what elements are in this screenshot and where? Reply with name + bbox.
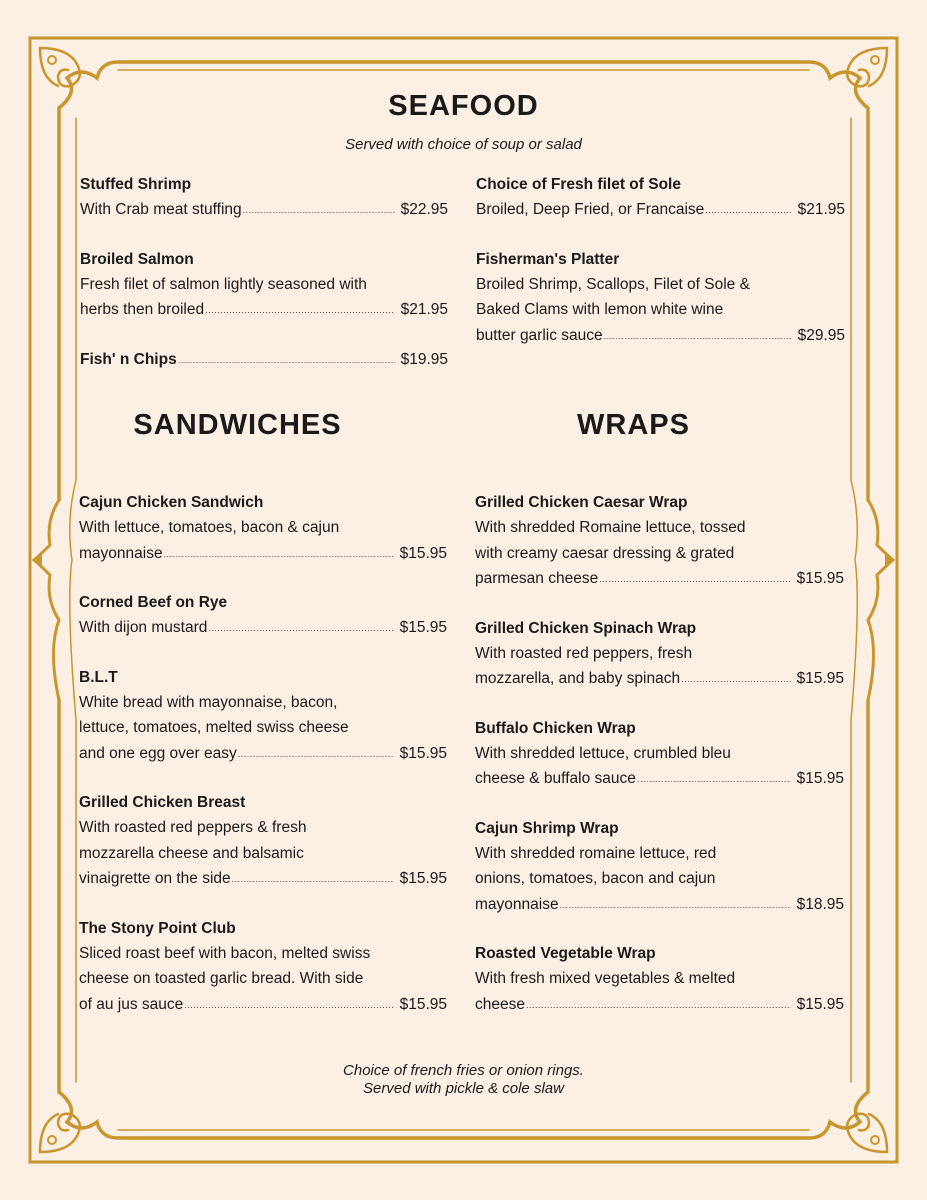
item-name: Fish' n Chips: [80, 350, 177, 368]
dot-leader: [238, 742, 394, 768]
item-price: $22.95: [400, 201, 448, 218]
item-description: vinaigrette on the side: [79, 870, 231, 887]
item-price: $15.95: [796, 670, 844, 687]
item-name: Stuffed Shrimp: [80, 176, 192, 193]
sandwich-item: [79, 916, 447, 1020]
wrap-item: [475, 716, 844, 794]
item-price-line: [476, 323, 845, 351]
item-name: B.L.T: [79, 668, 118, 686]
item-description: With shredded lettuce, crumbled bleu: [475, 744, 731, 762]
item-price-line: [80, 297, 448, 325]
item-description: Broiled, Deep Fried, or Francaise: [476, 201, 705, 218]
item-description: With Crab meat stuffing: [80, 201, 242, 218]
sandwich-item: [79, 790, 447, 894]
item-price-line: [79, 992, 447, 1020]
item-description: Broiled Shrimp, Scallops, Filet of Sole &: [476, 275, 750, 293]
item-price: $15.95: [796, 570, 844, 587]
footer-note: [0, 1062, 927, 1098]
dot-leader: [604, 324, 792, 350]
dot-leader: [560, 893, 791, 919]
item-name: Grilled Chicken Spinach Wrap: [475, 619, 697, 637]
seafood-subtitle: Served with choice of soup or salad: [345, 136, 582, 153]
item-description: cheese on toasted garlic bread. With side: [79, 970, 364, 987]
item-description: With shredded Romaine lettuce, tossed: [475, 519, 746, 536]
dot-leader: [184, 993, 393, 1019]
item-name: Roasted Vegetable Wrap: [475, 945, 656, 962]
item-description: onions, tomatoes, bacon and cajun: [475, 870, 716, 887]
item-description: mayonnaise: [79, 544, 163, 562]
dot-leader: [526, 993, 791, 1019]
seafood-item: [476, 247, 845, 351]
dot-leader: [232, 867, 394, 893]
item-price: $15.95: [796, 995, 844, 1013]
dot-leader: [243, 198, 395, 224]
item-price: $19.95: [400, 350, 448, 368]
item-description: lettuce, tomatoes, melted swiss cheese: [79, 719, 349, 736]
seafood-right-column: [476, 172, 845, 372]
item-name: The Stony Point Club: [79, 919, 236, 937]
wrap-item: [475, 490, 844, 594]
item-description: Fresh filet of salmon lightly seasoned with: [80, 275, 367, 293]
item-price-line: [79, 741, 447, 769]
sandwich-item: [79, 490, 447, 568]
item-price-line: [476, 197, 845, 225]
item-description: With fresh mixed vegetables & melted: [475, 970, 736, 987]
seafood-item: [80, 172, 448, 225]
item-description: mozzarella cheese and balsamic: [79, 844, 304, 862]
footer-line-1: Choice of french fries or onion rings.: [343, 1062, 584, 1079]
item-name: Buffalo Chicken Wrap: [475, 719, 636, 737]
dot-leader: [599, 567, 790, 593]
item-description: of au jus sauce: [79, 995, 184, 1013]
item-name: Cajun Shrimp Wrap: [475, 819, 619, 837]
item-price-line: [475, 766, 844, 794]
seafood-item: [476, 172, 845, 225]
item-description: parmesan cheese: [475, 570, 599, 587]
item-price-line: [475, 566, 844, 594]
item-price: $15.95: [399, 744, 447, 762]
item-price-line: [475, 892, 844, 920]
item-price: $21.95: [797, 201, 845, 218]
item-price: $15.95: [399, 619, 447, 636]
item-description: mayonnaise: [475, 895, 559, 913]
item-name: Choice of Fresh filet of Sole: [476, 176, 681, 193]
sandwiches-column: [79, 490, 447, 1041]
item-description: with creamy caesar dressing & grated: [475, 544, 735, 562]
dot-leader: [681, 667, 791, 693]
wraps-title: WRAPS: [577, 409, 690, 441]
item-price: $15.95: [399, 870, 447, 887]
item-price-line: [80, 347, 448, 375]
item-price-line: [79, 866, 447, 894]
seafood-item: [80, 247, 448, 325]
item-description: herbs then broiled: [80, 301, 205, 318]
item-description: Baked Clams with lemon white wine: [476, 301, 724, 318]
dot-leader: [208, 616, 393, 642]
seafood-left-column: [80, 172, 448, 396]
item-description: mozzarella, and baby spinach: [475, 670, 681, 687]
item-price: $15.95: [796, 770, 844, 787]
dot-leader: [705, 198, 791, 224]
item-price-line: [475, 992, 844, 1020]
item-price-line: [79, 615, 447, 643]
dot-leader: [205, 298, 394, 324]
item-description: With roasted red peppers, fresh: [475, 644, 693, 662]
item-name: Grilled Chicken Caesar Wrap: [475, 494, 688, 511]
wrap-item: [475, 941, 844, 1019]
wraps-column: [475, 490, 844, 1041]
item-description: Sliced roast beef with bacon, melted swiss: [79, 944, 371, 962]
item-name: Broiled Salmon: [80, 250, 194, 268]
dot-leader: [178, 348, 395, 374]
item-name: Fisherman's Platter: [476, 250, 620, 268]
item-price: $18.95: [796, 895, 844, 913]
item-description: White bread with mayonnaise, bacon,: [79, 693, 338, 711]
sandwich-item: [79, 590, 447, 643]
dot-leader: [164, 542, 394, 568]
item-price-line: [79, 541, 447, 569]
footer-line-2: Served with pickle & cole slaw: [363, 1080, 564, 1097]
item-price-line: [80, 197, 448, 225]
sandwiches-title: SANDWICHES: [133, 409, 342, 441]
item-price: $29.95: [797, 326, 845, 344]
dot-leader: [637, 767, 791, 793]
item-description: With lettuce, tomatoes, bacon & cajun: [79, 519, 340, 536]
item-price: $21.95: [400, 301, 448, 318]
seafood-item: [80, 347, 448, 375]
item-description: cheese: [475, 995, 525, 1013]
item-name: Grilled Chicken Breast: [79, 794, 246, 811]
wrap-item: [475, 616, 844, 694]
item-price: $15.95: [399, 544, 447, 562]
item-description: With roasted red peppers & fresh: [79, 819, 307, 836]
item-name: Corned Beef on Rye: [79, 594, 228, 611]
item-description: With dijon mustard: [79, 619, 208, 636]
sandwich-item: [79, 665, 447, 769]
item-description: cheese & buffalo sauce: [475, 770, 636, 787]
item-description: butter garlic sauce: [476, 326, 603, 344]
item-price-line: [475, 666, 844, 694]
item-description: With shredded romaine lettuce, red: [475, 844, 717, 862]
item-description: and one egg over easy: [79, 744, 237, 762]
wrap-item: [475, 816, 844, 920]
seafood-title: SEAFOOD: [388, 90, 539, 122]
item-price: $15.95: [399, 995, 447, 1013]
item-name: Cajun Chicken Sandwich: [79, 494, 264, 511]
